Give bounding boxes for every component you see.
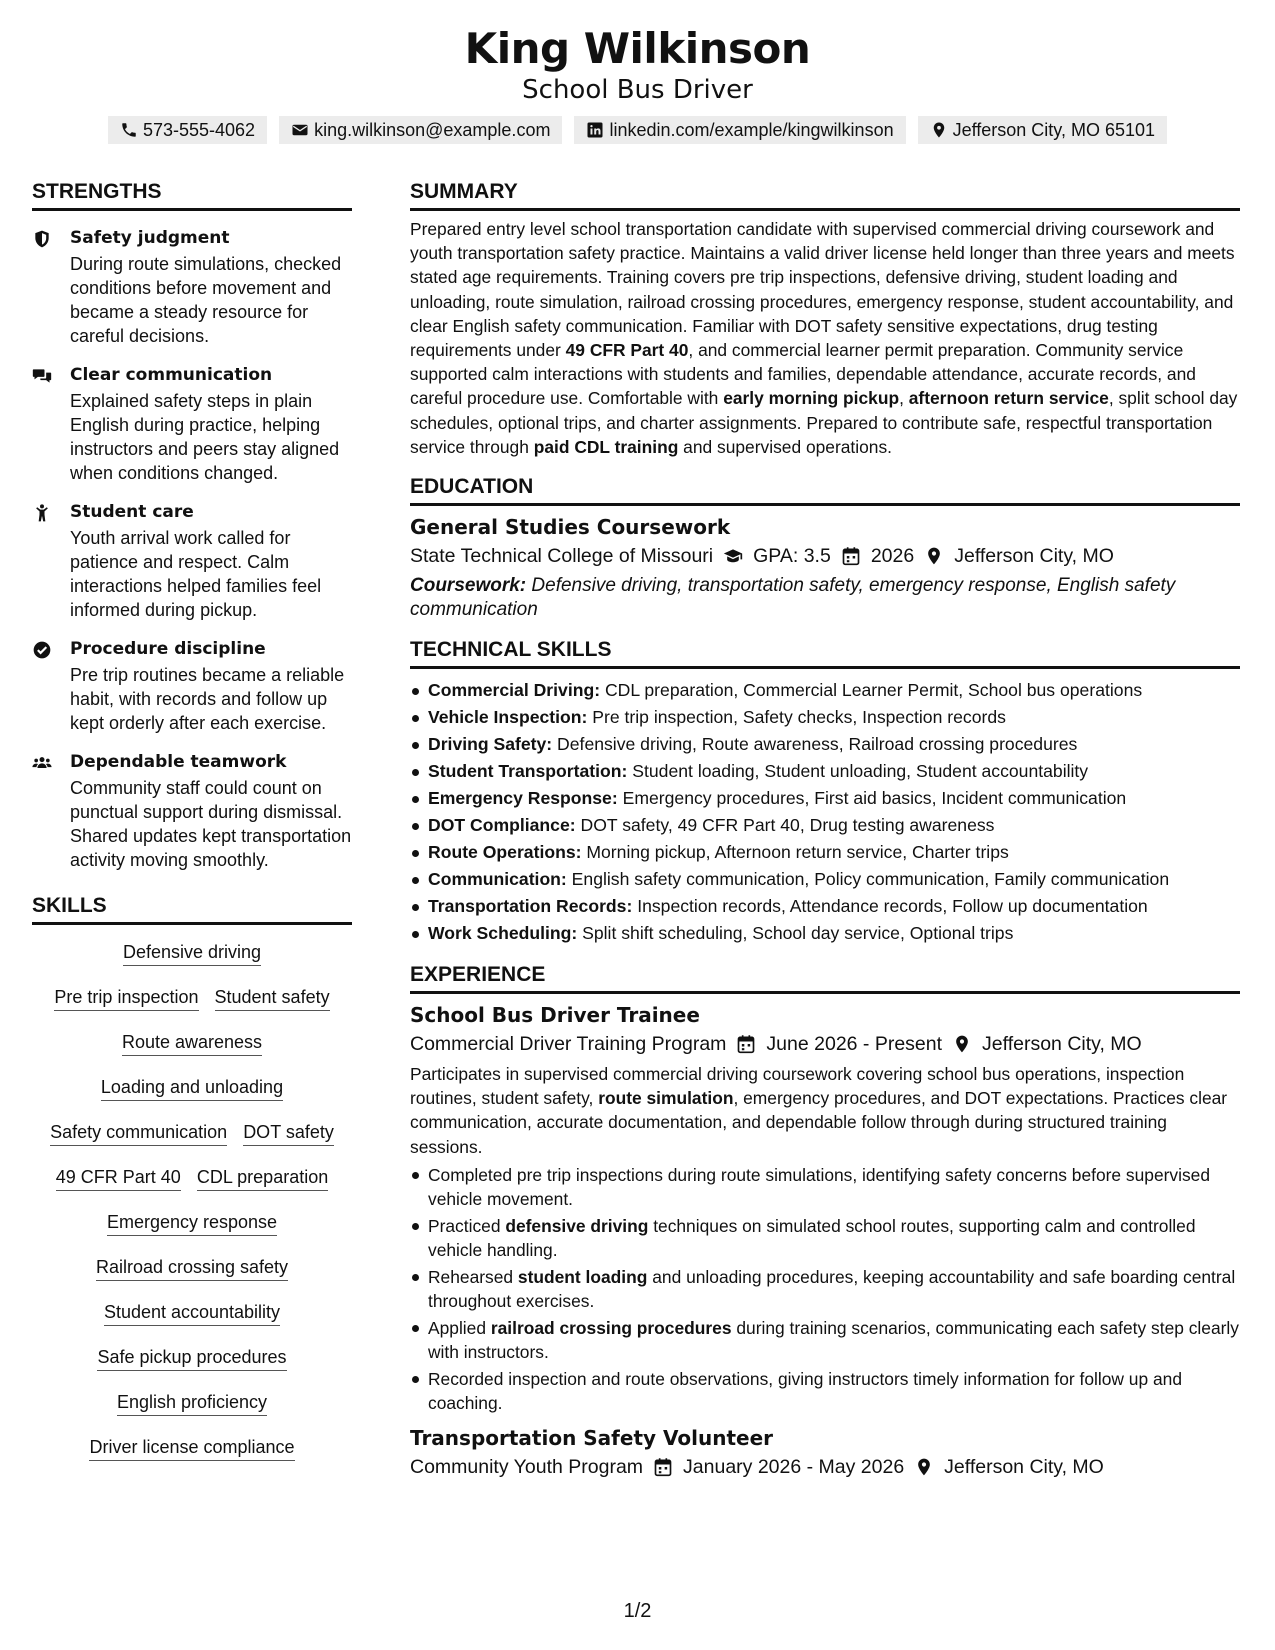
job-location: Jefferson City, MO: [982, 1033, 1142, 1056]
technical-skills-list: [410, 677, 1240, 947]
phone-icon: [120, 121, 138, 139]
resume-header: [0, 0, 1275, 144]
job-bullet: Applied railroad crossing procedures during training scenarios, communicating each safety step clearly with instructors.: [410, 1316, 1240, 1364]
graduation-cap-icon: [723, 546, 743, 566]
left-column: [32, 178, 352, 1481]
tech-skill-row: Communication: English safety communication, Policy communication, Family communication: [410, 866, 1240, 893]
job-bullets: [410, 1163, 1240, 1415]
school-name: State Technical College of Missouri: [410, 545, 714, 568]
strength-desc: Pre trip routines became a reliable habit, with records and follow up kept orderly after each exercise.: [70, 665, 345, 733]
skill-tag: Student safety: [215, 986, 330, 1011]
linkedin-text: linkedin.com/example/kingwilkinson: [609, 120, 894, 140]
strength-item: [32, 364, 352, 485]
contact-bar: [0, 116, 1275, 144]
skill-tag: Emergency response: [107, 1211, 277, 1236]
job-meta: [410, 1453, 1240, 1481]
skill-tag: Defensive driving: [123, 941, 261, 966]
linkedin-icon: [586, 121, 604, 139]
skill-tag: 49 CFR Part 40: [56, 1166, 181, 1191]
job-bullet: Completed pre trip inspections during route simulations, identifying safety concerns before supervised vehicle movement.: [410, 1163, 1240, 1211]
coursework: Coursework: Defensive driving, transportation safety, emergency response, English safety communication: [410, 575, 1176, 621]
tech-skill-row: Student Transportation: Student loading, Student unloading, Student accountability: [410, 758, 1240, 785]
skill-tag: Student accountability: [104, 1301, 280, 1326]
job-description: Participates in supervised commercial driving coursework covering school bus operations, inspection routines, student safety, route simulation, emergency procedures, and DOT expectations. Practices clear communication, accurate documentation, and dependable follow through during structured training sessions.: [410, 1064, 1228, 1157]
envelope-icon: [291, 121, 309, 139]
calendar-icon: [736, 1034, 756, 1054]
phone-text: 573-555-4062: [142, 120, 256, 140]
skill-tag: Loading and unloading: [101, 1076, 283, 1101]
tech-skill-row: Transportation Records: Inspection records, Attendance records, Follow up documentation: [410, 893, 1240, 920]
job-meta: [410, 1030, 1240, 1058]
skill-tag: Railroad crossing safety: [96, 1256, 288, 1281]
location-text: Jefferson City, MO 65101: [952, 120, 1156, 140]
education-heading: EDUCATION: [410, 473, 1240, 506]
school-location: Jefferson City, MO: [954, 545, 1114, 568]
strength-title: Procedure discipline: [70, 639, 266, 659]
skill-tag: Driver license compliance: [89, 1436, 294, 1461]
tech-skill-row: Commercial Driving: CDL preparation, Commercial Learner Permit, School bus operations: [410, 677, 1240, 704]
job-bullet: Practiced defensive driving techniques on simulated school routes, supporting calm and controlled vehicle handling.: [410, 1214, 1240, 1262]
strength-item: [32, 501, 352, 622]
strength-item: [32, 638, 352, 735]
gpa: GPA: 3.5: [753, 545, 831, 568]
job-dates: June 2026 - Present: [766, 1033, 943, 1056]
contact-linkedin[interactable]: [574, 116, 905, 144]
skill-tag: Safety communication: [50, 1121, 227, 1146]
team-icon: [32, 753, 52, 773]
strength-title: Clear communication: [70, 365, 273, 385]
strength-title: Student care: [70, 502, 194, 522]
job-bullet: Recorded inspection and route observations, giving instructors timely information for follow up and coaching.: [410, 1367, 1240, 1415]
skill-tag: CDL preparation: [197, 1166, 328, 1191]
tech-skill-row: Vehicle Inspection: Pre trip inspection, Safety checks, Inspection records: [410, 704, 1240, 731]
tech-skill-row: Route Operations: Morning pickup, Afternoon return service, Charter trips: [410, 839, 1240, 866]
map-pin-icon: [952, 1034, 972, 1054]
skill-tag: DOT safety: [243, 1121, 334, 1146]
shield-icon: [32, 229, 52, 249]
page-number: 1/2: [623, 1600, 652, 1622]
tech-skill-row: DOT Compliance: DOT safety, 49 CFR Part 40, Drug testing awareness: [410, 812, 1240, 839]
job-title: Transportation Safety Volunteer: [410, 1425, 774, 1450]
education-meta: [410, 542, 1240, 570]
strength-item: [32, 751, 352, 872]
strength-desc: Explained safety steps in plain English during practice, helping instructors and peers stay aligned when conditions changed.: [70, 391, 340, 483]
strength-desc: During route simulations, checked conditions before movement and became a steady resource for careful decisions.: [70, 254, 342, 346]
graduation-year: 2026: [870, 545, 915, 568]
contact-location: [918, 116, 1167, 144]
candidate-name: King Wilkinson: [464, 24, 811, 73]
summary-text: Prepared entry level school transportation candidate with supervised commercial driving coursework and youth transportation safety practice. Maintains a valid driver license held longer than three years and meets stated age requirements. Training covers pre trip inspections, defensive driving, student loading and unloading, route simulation, railroad crossing procedures, emergency response, student accountability, and clear English safety communication. Familiar with DOT safety sensitive expectations, drug testing requirements under 49 CFR Part 40, and commercial learner permit preparation. Community service supported calm interactions with students and families, dependable attendance, accurate records, and careful procedure use. Comfortable with early morning pickup, afternoon return service, split school day schedules, optional trips, and charter assignments. Prepared to contribute safe, respectful transportation service through paid CDL training and supervised operations.: [410, 219, 1238, 457]
skills-heading: SKILLS: [32, 892, 352, 925]
skill-tag: Safe pickup procedures: [97, 1346, 286, 1371]
skill-tag: Route awareness: [122, 1031, 262, 1056]
child-icon: [32, 503, 52, 523]
experience-heading: EXPERIENCE: [410, 961, 1240, 994]
strength-desc: Community staff could count on punctual support during dismissal. Shared updates kept transportation activity moving smoothly.: [70, 778, 352, 870]
check-circle-icon: [32, 640, 52, 660]
tech-skill-row: Driving Safety: Defensive driving, Route awareness, Railroad crossing procedures: [410, 731, 1240, 758]
job-org: Community Youth Program: [410, 1455, 644, 1478]
email-text: king.wilkinson@example.com: [314, 120, 551, 140]
summary-heading: SUMMARY: [410, 178, 1240, 211]
strength-title: Dependable teamwork: [70, 752, 287, 772]
candidate-role: School Bus Driver: [522, 75, 753, 105]
job-org: Commercial Driver Training Program: [410, 1033, 727, 1056]
right-column: [410, 178, 1240, 1481]
tech-skill-row: Work Scheduling: Split shift scheduling, School day service, Optional trips: [410, 920, 1240, 947]
job-dates: January 2026 - May 2026: [683, 1455, 905, 1478]
job-bullet: Rehearsed student loading and unloading procedures, keeping accountability and safe boarding central throughout exercises.: [410, 1265, 1240, 1313]
map-pin-icon: [924, 546, 944, 566]
contact-phone[interactable]: [108, 116, 267, 144]
skills-list: [32, 925, 352, 1461]
contact-email[interactable]: [279, 116, 562, 144]
map-pin-icon: [930, 121, 948, 139]
education-degree: General Studies Coursework: [410, 515, 731, 540]
strengths-heading: STRENGTHS: [32, 178, 352, 211]
strength-title: Safety judgment: [70, 228, 230, 248]
strength-desc: Youth arrival work called for patience and respect. Calm interactions helped families feel informed during pickup.: [70, 528, 322, 620]
chat-bubbles-icon: [32, 366, 52, 386]
skill-tag: English proficiency: [117, 1391, 267, 1416]
job-location: Jefferson City, MO: [944, 1455, 1104, 1478]
calendar-icon: [841, 546, 861, 566]
technical-skills-heading: TECHNICAL SKILLS: [410, 636, 1240, 669]
map-pin-icon: [914, 1457, 934, 1477]
strength-item: [32, 227, 352, 348]
calendar-icon: [653, 1457, 673, 1477]
tech-skill-row: Emergency Response: Emergency procedures, First aid basics, Incident communication: [410, 785, 1240, 812]
skill-tag: Pre trip inspection: [54, 986, 198, 1011]
job-title: School Bus Driver Trainee: [410, 1003, 700, 1028]
